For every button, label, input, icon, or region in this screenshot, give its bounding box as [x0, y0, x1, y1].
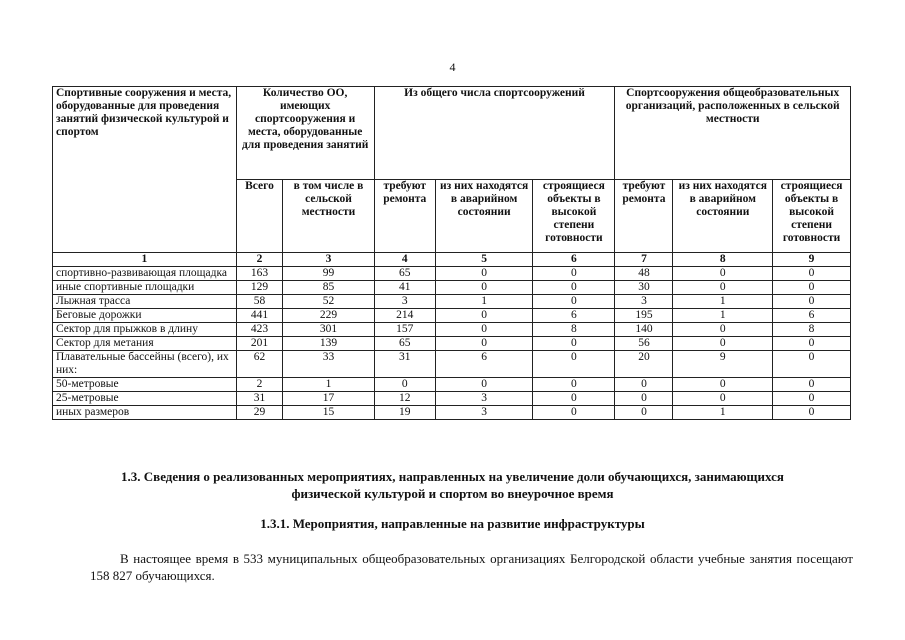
column-number: 3 — [283, 253, 374, 267]
sports-facilities-table — [52, 86, 851, 420]
table-cell: 3 — [615, 295, 673, 309]
table-cell: 0 — [435, 309, 533, 323]
table-cell: 157 — [374, 323, 435, 337]
column-number: 4 — [374, 253, 435, 267]
table-cell: 41 — [374, 281, 435, 295]
header-sub: строящиеся объекты в высокой степени готовности — [773, 180, 851, 253]
header-sub: требуют ремонта — [374, 180, 435, 253]
table-cell: 30 — [615, 281, 673, 295]
table-cell: 15 — [283, 406, 374, 420]
table-cell: 0 — [435, 337, 533, 351]
table-cell: 6 — [773, 309, 851, 323]
table-cell: 0 — [773, 392, 851, 406]
table-cell: 6 — [533, 309, 615, 323]
table-cell: 163 — [236, 267, 283, 281]
sub-heading: 1.3.1. Мероприятия, направленные на развитие инфраструктуры — [260, 516, 645, 531]
table-cell: 0 — [435, 378, 533, 392]
table-cell: 0 — [435, 323, 533, 337]
table-cell: 0 — [673, 378, 773, 392]
table-cell: 1 — [673, 295, 773, 309]
table-row — [53, 337, 851, 351]
row-label: Беговые дорожки — [53, 309, 237, 323]
header-total-group: Из общего числа спортсооружений — [374, 87, 615, 180]
table-row — [53, 295, 851, 309]
column-number: 8 — [673, 253, 773, 267]
table-cell: 0 — [773, 351, 851, 378]
table-cell: 33 — [283, 351, 374, 378]
table-cell: 3 — [374, 295, 435, 309]
row-label: Плавательные бассейны (всего), их них: — [53, 351, 237, 378]
table-row — [53, 281, 851, 295]
table-cell: 65 — [374, 267, 435, 281]
body-paragraph: В настоящее время в 533 муниципальных общеобразовательных организациях Белгородской области учебные занятия посещают 158 827 обучающихся. — [90, 551, 853, 583]
header-count: Количество ОО, имеющих спортсооружения и места, оборудованные для проведения занятий — [236, 87, 374, 180]
table-cell: 0 — [673, 267, 773, 281]
row-label: Сектор для прыжков в длину — [53, 323, 237, 337]
header-sub: в том числе в сельской местности — [283, 180, 374, 253]
table-cell: 0 — [435, 267, 533, 281]
table-cell: 52 — [283, 295, 374, 309]
header-sub: строящиеся объекты в высокой степени готовности — [533, 180, 615, 253]
table-cell: 29 — [236, 406, 283, 420]
table-cell: 6 — [435, 351, 533, 378]
header-sub: из них находятся в аварийном состоянии — [673, 180, 773, 253]
table-cell: 65 — [374, 337, 435, 351]
table-cell: 0 — [673, 323, 773, 337]
column-number: 9 — [773, 253, 851, 267]
table-body — [53, 267, 851, 420]
table-cell: 0 — [533, 267, 615, 281]
page-number: 4 — [449, 60, 456, 74]
table-row — [53, 309, 851, 323]
table-cell: 0 — [615, 378, 673, 392]
table-cell: 3 — [435, 392, 533, 406]
table-cell: 8 — [773, 323, 851, 337]
table-cell: 0 — [673, 281, 773, 295]
table-cell: 62 — [236, 351, 283, 378]
table-cell: 1 — [283, 378, 374, 392]
table-cell: 0 — [773, 267, 851, 281]
table-cell: 0 — [533, 378, 615, 392]
column-number: 7 — [615, 253, 673, 267]
table-row — [53, 323, 851, 337]
table-cell: 229 — [283, 309, 374, 323]
table-cell: 0 — [773, 337, 851, 351]
table-cell: 0 — [533, 406, 615, 420]
column-number: 2 — [236, 253, 283, 267]
table-cell: 48 — [615, 267, 673, 281]
table-cell: 195 — [615, 309, 673, 323]
header-rural-group: Спортсооружения общеобразовательных организаций, расположенных в сельской местности — [615, 87, 851, 180]
table-cell: 2 — [236, 378, 283, 392]
table-cell: 0 — [533, 351, 615, 378]
row-label: Лыжная трасса — [53, 295, 237, 309]
table-row — [53, 392, 851, 406]
row-label: Сектор для метания — [53, 337, 237, 351]
table-cell: 0 — [773, 378, 851, 392]
table-cell: 129 — [236, 281, 283, 295]
header-sub: Всего — [236, 180, 283, 253]
table-cell: 19 — [374, 406, 435, 420]
table-cell: 0 — [673, 337, 773, 351]
table-cell: 31 — [374, 351, 435, 378]
row-label: 50-метровые — [53, 378, 237, 392]
table-cell: 139 — [283, 337, 374, 351]
row-label: иные спортивные площадки — [53, 281, 237, 295]
table-cell: 85 — [283, 281, 374, 295]
table-cell: 0 — [673, 392, 773, 406]
table-cell: 0 — [615, 406, 673, 420]
table-cell: 0 — [615, 392, 673, 406]
table-cell: 0 — [773, 406, 851, 420]
header-facility: Спортивные сооружения и места, оборудованные для проведения занятий физической культурой и спортом — [53, 87, 237, 253]
header-sub: требуют ремонта — [615, 180, 673, 253]
table-cell: 56 — [615, 337, 673, 351]
column-number: 1 — [53, 253, 237, 267]
table-cell: 0 — [533, 337, 615, 351]
row-label: спортивно-развивающая площадка — [53, 267, 237, 281]
section-heading: 1.3. Сведения о реализованных мероприятиях, направленных на увеличение доли обучающихся, занимающихся физической культурой и спортом во внеурочное время — [121, 469, 784, 501]
table-row — [53, 267, 851, 281]
table-cell: 9 — [673, 351, 773, 378]
row-label: 25-метровые — [53, 392, 237, 406]
column-number: 6 — [533, 253, 615, 267]
table-cell: 17 — [283, 392, 374, 406]
table-cell: 301 — [283, 323, 374, 337]
table-cell: 3 — [435, 406, 533, 420]
table-cell: 0 — [374, 378, 435, 392]
table-cell: 0 — [533, 295, 615, 309]
table-cell: 0 — [533, 281, 615, 295]
table-cell: 140 — [615, 323, 673, 337]
column-number: 5 — [435, 253, 533, 267]
table-cell: 99 — [283, 267, 374, 281]
table-row — [53, 406, 851, 420]
table-cell: 0 — [435, 281, 533, 295]
table-cell: 31 — [236, 392, 283, 406]
table-cell: 58 — [236, 295, 283, 309]
header-sub: из них находятся в аварийном состоянии — [435, 180, 533, 253]
table-cell: 8 — [533, 323, 615, 337]
table-cell: 201 — [236, 337, 283, 351]
table-cell: 20 — [615, 351, 673, 378]
table-cell: 12 — [374, 392, 435, 406]
table-cell: 441 — [236, 309, 283, 323]
row-label: иных размеров — [53, 406, 237, 420]
table-cell: 0 — [773, 281, 851, 295]
table-cell: 0 — [533, 392, 615, 406]
table-cell: 1 — [435, 295, 533, 309]
table-cell: 0 — [773, 295, 851, 309]
table-row — [53, 378, 851, 392]
table-cell: 214 — [374, 309, 435, 323]
table-cell: 1 — [673, 406, 773, 420]
table-row — [53, 351, 851, 378]
table-cell: 1 — [673, 309, 773, 323]
table-cell: 423 — [236, 323, 283, 337]
